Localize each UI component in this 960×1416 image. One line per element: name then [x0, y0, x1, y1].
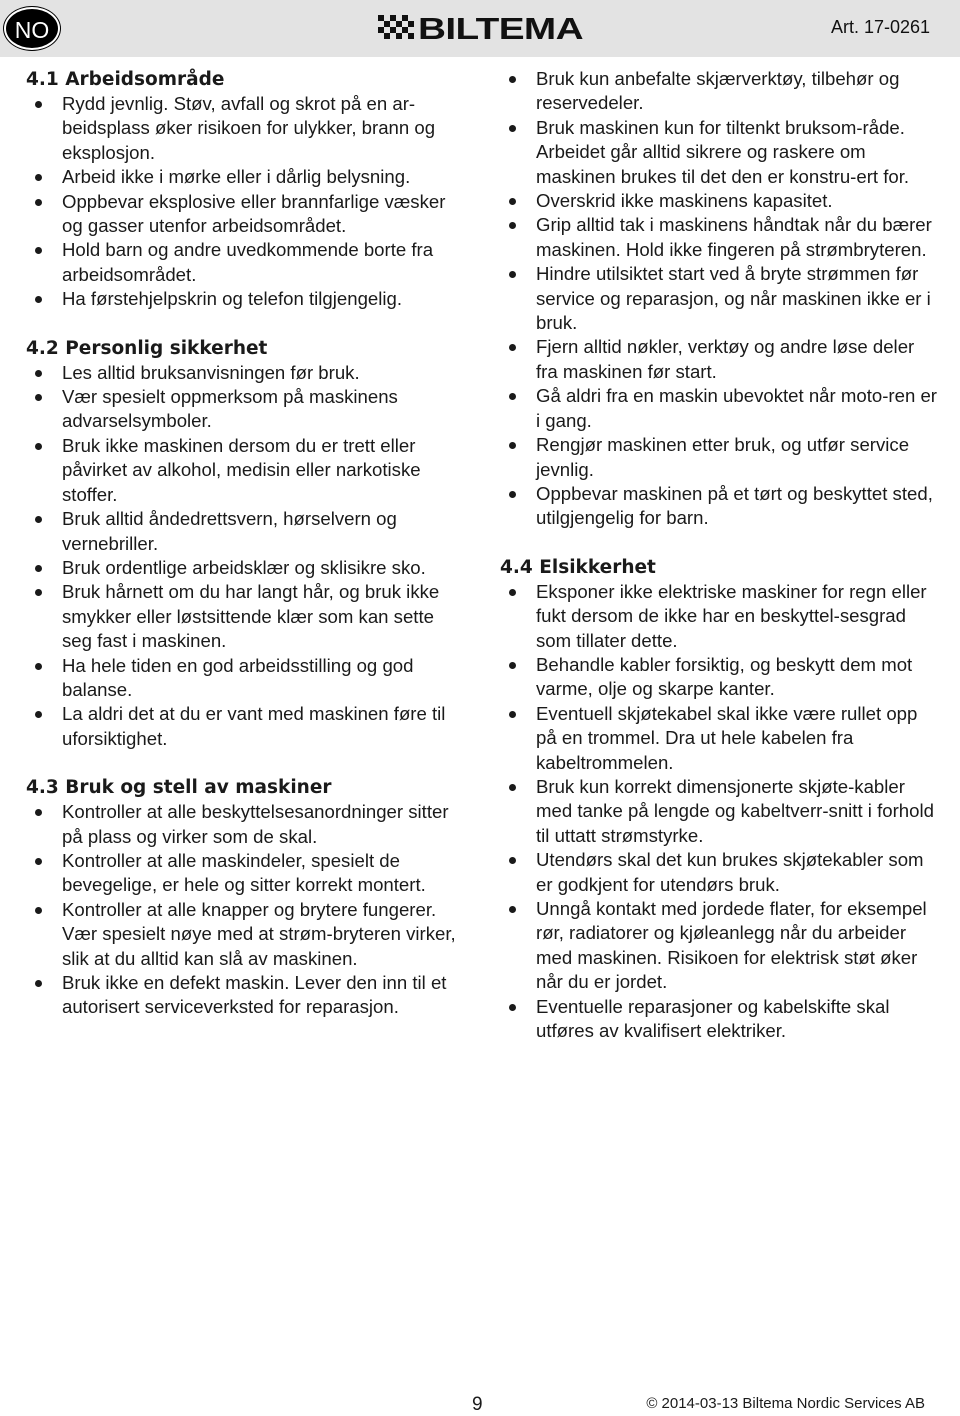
list-item: Unngå kontakt med jordede flater, for eksempel rør, radiatorer og kjøleanlegg når du arbeider med maskinen. Risikoen for elektrisk støt øker når du er jordet.	[500, 897, 940, 995]
list-item: Vær spesielt oppmerksom på maskinens advarselsymboler.	[26, 385, 466, 434]
list-item: Fjern alltid nøkler, verktøy og andre løse deler fra maskinen før start.	[500, 335, 940, 384]
brand-wordmark: BILTEMA	[418, 11, 583, 46]
list-item: Bruk ordentlige arbeidsklær og sklisikre sko.	[26, 556, 466, 580]
list-item: Hindre utilsiktet start ved å bryte strømmen før service og reparasjon, og når maskinen ikke er i bruk.	[500, 262, 940, 335]
bullet-list	[26, 800, 466, 1020]
section-spacer	[500, 531, 940, 555]
list-item: Bruk alltid åndedrettsvern, hørselvern og vernebriller.	[26, 507, 466, 556]
section-4-4	[500, 555, 940, 1044]
list-item: Bruk hårnett om du har langt hår, og bruk ikke smykker eller løstsittende klær som kan sette seg fast i maskinen.	[26, 580, 466, 653]
list-item: Bruk maskinen kun for tiltenkt bruksom-råde. Arbeidet går alltid sikrere og raskere om maskinen brukes til det den er konstru-ert for.	[500, 116, 940, 189]
bullet-list	[26, 92, 466, 312]
list-item: Oppbevar eksplosive eller brannfarlige væsker og gasser utenfor arbeidsområdet.	[26, 190, 466, 239]
section-title: 4.1 Arbeidsområde	[26, 69, 225, 90]
bullet-list	[26, 361, 466, 752]
list-item: Oppbevar maskinen på et tørt og beskyttet sted, utilgjengelig for barn.	[500, 482, 940, 531]
list-item: Eventuelle reparasjoner og kabelskifte skal utføres av kvalifisert elektriker.	[500, 995, 940, 1044]
section-4-1	[26, 67, 466, 312]
right-column	[500, 67, 940, 1043]
copyright-notice: © 2014-03-13 Biltema Nordic Services AB	[646, 1395, 925, 1412]
list-item: Les alltid bruksanvisningen før bruk.	[26, 361, 466, 385]
list-item: Grip alltid tak i maskinens håndtak når du bærer maskinen. Hold ikke fingeren på strømbryteren.	[500, 213, 940, 262]
list-item: Bruk ikke en defekt maskin. Lever den inn til et autorisert serviceverksted for reparasjon.	[26, 971, 466, 1020]
list-item: Rydd jevnlig. Støv, avfall og skrot på en ar-beidsplass øker risikoen for ulykker, brann og eksplosjon.	[26, 92, 466, 165]
bullet-list	[500, 580, 940, 1044]
bullet-list	[500, 67, 940, 531]
list-item: La aldri det at du er vant med maskinen føre til uforsiktighet.	[26, 702, 466, 751]
language-code: NO	[14, 17, 50, 43]
section-4-3	[26, 775, 466, 1020]
section-title: 4.2 Personlig sikkerhet	[26, 337, 268, 359]
section-4-3-continued	[500, 67, 940, 531]
checkered-flag-icon	[378, 15, 416, 43]
section-spacer	[26, 312, 466, 336]
list-item: Hold barn og andre uvedkommende borte fra arbeidsområdet.	[26, 238, 466, 287]
list-item: Utendørs skal det kun brukes skjøtekabler som er godkjent for utendørs bruk.	[500, 848, 940, 897]
list-item: Kontroller at alle beskyttelsesanordninger sitter på plass og virker som de skal.	[26, 800, 466, 849]
list-item: Bruk kun anbefalte skjærverktøy, tilbehør og reservedeler.	[500, 67, 940, 116]
list-item: Kontroller at alle maskindeler, spesielt de bevegelige, er hele og sitter korrekt montert.	[26, 849, 466, 898]
section-title: 4.4 Elsikkerhet	[500, 556, 656, 578]
language-badge	[4, 7, 60, 50]
article-number: Art. 17-0261	[830, 17, 930, 37]
biltema-logo	[378, 11, 583, 46]
section-spacer	[26, 751, 466, 775]
list-item: Rengjør maskinen etter bruk, og utfør service jevnlig.	[500, 433, 940, 482]
list-item: Bruk ikke maskinen dersom du er trett eller påvirket av alkohol, medisin eller narkotiske stoffer.	[26, 434, 466, 507]
list-item: Ha førstehjelpskrin og telefon tilgjengelig.	[26, 287, 466, 311]
list-item: Eventuell skjøtekabel skal ikke være rullet opp på en trommel. Dra ut hele kabelen fra kabeltrommelen.	[500, 702, 940, 775]
list-item: Overskrid ikke maskinens kapasitet.	[500, 189, 940, 213]
list-item: Eksponer ikke elektriske maskiner for regn eller fukt dersom de ikke har en beskyttel-sesgrad som tillater dette.	[500, 580, 940, 653]
section-title: 4.3 Bruk og stell av maskiner	[26, 777, 332, 799]
list-item: Ha hele tiden en god arbeidsstilling og god balanse.	[26, 654, 466, 703]
list-item: Behandle kabler forsiktig, og beskytt dem mot varme, olje og skarpe kanter.	[500, 653, 940, 702]
list-item: Bruk kun korrekt dimensjonerte skjøte-kabler med tanke på lengde og kabeltverr-snitt i forhold til uttatt strømstyrke.	[500, 775, 940, 848]
left-column	[26, 67, 466, 1020]
section-4-2	[26, 336, 466, 752]
list-item: Gå aldri fra en maskin ubevoktet når moto-ren er i gang.	[500, 384, 940, 433]
header-bar	[0, 0, 960, 57]
page-number: 9	[472, 1394, 483, 1415]
list-item: Arbeid ikke i mørke eller i dårlig belysning.	[26, 165, 466, 189]
list-item: Kontroller at alle knapper og brytere fungerer. Vær spesielt nøye med at strøm-bryteren virker, slik at du alltid kan slå av maskinen.	[26, 898, 466, 971]
